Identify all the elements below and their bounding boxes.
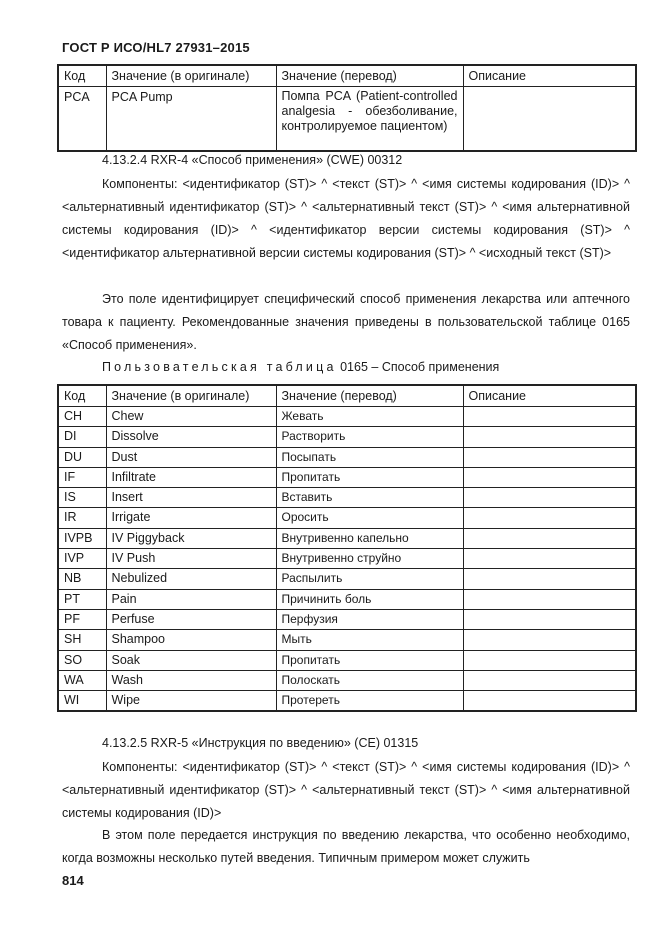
cell-code: WI [58,691,106,712]
cell-translated: Мыть [276,630,463,650]
cell-code: CH [58,407,106,427]
table-row [58,467,636,487]
cell-description [463,407,636,427]
column-header-description: Описание [463,65,636,87]
table-row [58,569,636,589]
cell-translated: Пропитать [276,467,463,487]
column-header-translated: Значение (перевод) [276,385,463,407]
cell-description [463,589,636,609]
cell-translated: Вставить [276,488,463,508]
table-row [58,427,636,447]
cell-code: PCA [58,87,106,151]
cell-code: IVP [58,549,106,569]
cell-original: Chew [106,407,276,427]
table-route-of-administration [57,384,637,712]
table-header-row [58,65,636,87]
table-pca [57,64,637,152]
cell-original: IV Piggyback [106,528,276,548]
cell-description [463,467,636,487]
table-row [58,650,636,670]
cell-translated: Полоскать [276,670,463,690]
cell-original: Wipe [106,691,276,712]
paragraph-components-rxr4: Компоненты: <идентификатор (ST)> ^ <текст (ST)> ^ <имя системы кодирования (ID)> ^ <альтернативный идентификатор (ST)> ^ <альтернативный текст (ST)> ^ <имя альтернативной системы кодирования (ID)> ^ <идентификатор версии системы кодирования (ST)> ^ <идентификатор альтернативной версии системы кодирования (ST)> ^ <исходный текст (ST)> [62,177,630,260]
cell-original: Infiltrate [106,467,276,487]
table-row [58,589,636,609]
table-row [58,630,636,650]
cell-code: SH [58,630,106,650]
cell-translated: Распылить [276,569,463,589]
table-header-row [58,385,636,407]
cell-description [463,650,636,670]
cell-code: WA [58,670,106,690]
cell-original: IV Push [106,549,276,569]
cell-original: Perfuse [106,609,276,629]
table-caption-rest: 0165 – Способ применения [340,360,500,374]
cell-description [463,569,636,589]
table-row [58,670,636,690]
cell-description [463,549,636,569]
cell-code: DU [58,447,106,467]
cell-code: IS [58,488,106,508]
cell-original: Soak [106,650,276,670]
cell-description [463,609,636,629]
cell-translated: Оросить [276,508,463,528]
cell-code: IR [58,508,106,528]
cell-original: Dissolve [106,427,276,447]
column-header-code: Код [58,65,106,87]
table-row [58,447,636,467]
cell-translated: Перфузия [276,609,463,629]
table-row [58,549,636,569]
cell-translated: Посыпать [276,447,463,467]
table-row [58,528,636,548]
cell-original: Irrigate [106,508,276,528]
cell-description [463,427,636,447]
document-header: ГОСТ Р ИСО/HL7 27931–2015 [62,40,250,55]
cell-code: IVPB [58,528,106,548]
table-caption [102,360,499,374]
cell-code: SO [58,650,106,670]
cell-description [463,87,636,151]
column-header-original: Значение (в оригинале) [106,385,276,407]
table-row [58,87,636,151]
table-row [58,488,636,508]
cell-code: DI [58,427,106,447]
column-header-code: Код [58,385,106,407]
cell-translated: Внутривенно капельно [276,528,463,548]
cell-translated: Причинить боль [276,589,463,609]
cell-description [463,691,636,712]
cell-translated: Жевать [276,407,463,427]
section-title-rxr4: 4.13.2.4 RXR-4 «Способ применения» (CWE) 00312 [102,153,403,167]
cell-translated: Растворить [276,427,463,447]
cell-original: Dust [106,447,276,467]
paragraph-description-rxr4: Это поле идентифицирует специфический способ применения лекарства или аптечного товара к пациенту. Рекомендованные значения приведены в пользовательской таблице 0165 «Способ применения». [62,292,630,352]
table-row [58,508,636,528]
cell-translated: Внутривенно струйно [276,549,463,569]
table-row [58,407,636,427]
cell-description [463,670,636,690]
cell-original: Pain [106,589,276,609]
cell-original: Insert [106,488,276,508]
cell-translated: Протереть [276,691,463,712]
cell-code: PF [58,609,106,629]
table-row [58,691,636,712]
cell-code: NB [58,569,106,589]
paragraph-description-rxr5: В этом поле передается инструкция по введению лекарства, что особенно необходимо, когда возможны несколько путей введения. Типичным примером может служить [62,828,630,865]
paragraph-components-rxr5: Компоненты: <идентификатор (ST)> ^ <текст (ST)> ^ <имя системы кодирования (ID)> ^ <альтернативный идентификатор (ST)> ^ <альтернативный текст (ST)> ^ <имя альтернативной системы кодирования (ID)> [62,760,630,820]
cell-translated: Пропитать [276,650,463,670]
table-row [58,609,636,629]
cell-description [463,630,636,650]
cell-code: PT [58,589,106,609]
cell-original: PCA Pump [106,87,276,151]
cell-original: Shampoo [106,630,276,650]
cell-original: Nebulized [106,569,276,589]
page-number: 814 [62,873,84,888]
cell-description [463,528,636,548]
column-header-description: Описание [463,385,636,407]
cell-original: Wash [106,670,276,690]
cell-description [463,508,636,528]
cell-translated: Помпа PCA (Patient-controlled analgesia - обезболивание, контролируемое пациентом) [276,87,463,151]
column-header-translated: Значение (перевод) [276,65,463,87]
section-title-rxr5: 4.13.2.5 RXR-5 «Инструкция по введению» (CE) 01315 [102,736,419,750]
table-caption-spaced: Пользовательская таблица [102,360,337,374]
cell-description [463,488,636,508]
cell-description [463,447,636,467]
column-header-original: Значение (в оригинале) [106,65,276,87]
cell-code: IF [58,467,106,487]
